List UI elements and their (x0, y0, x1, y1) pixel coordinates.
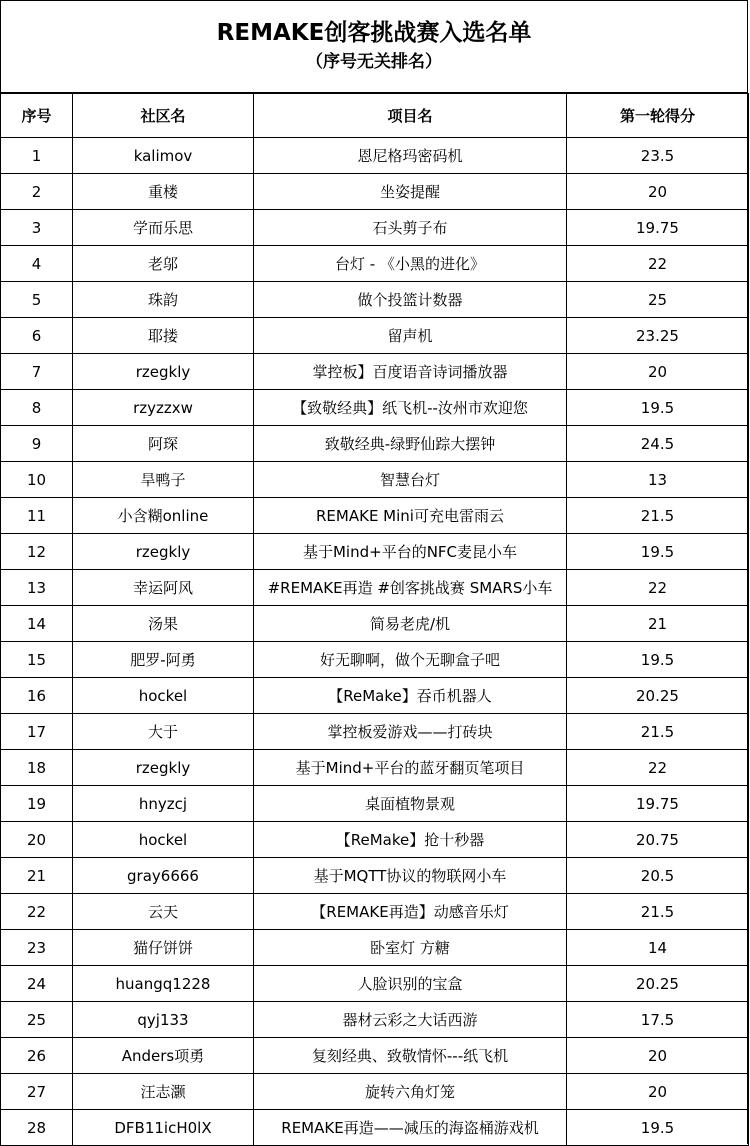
cell-score: 22 (567, 570, 749, 606)
cell-score: 13 (567, 462, 749, 498)
cell-project-name: REMAKE再造——减压的海盗桶游戏机 (254, 1110, 567, 1146)
cell-community-name: 肥罗-阿勇 (73, 642, 254, 678)
cell-score: 20 (567, 1074, 749, 1110)
table-row (1, 642, 749, 678)
cell-index: 2 (1, 174, 73, 210)
cell-index: 4 (1, 246, 73, 282)
title-block (1, 1, 747, 93)
cell-index: 12 (1, 534, 73, 570)
cell-score: 19.75 (567, 210, 749, 246)
cell-score: 23.25 (567, 318, 749, 354)
cell-project-name: 留声机 (254, 318, 567, 354)
cell-score: 20 (567, 174, 749, 210)
header-row (1, 94, 749, 138)
cell-score: 19.5 (567, 390, 749, 426)
table-row (1, 894, 749, 930)
cell-project-name: 好无聊啊，做个无聊盒子吧 (254, 642, 567, 678)
header-project-name: 项目名 (254, 94, 567, 138)
cell-project-name: 基于MQTT协议的物联网小车 (254, 858, 567, 894)
table-row (1, 786, 749, 822)
table-row (1, 750, 749, 786)
cell-community-name: rzegkly (73, 354, 254, 390)
cell-project-name: 桌面植物景观 (254, 786, 567, 822)
cell-project-name: 【ReMake】吞币机器人 (254, 678, 567, 714)
cell-project-name: 【ReMake】抢十秒器 (254, 822, 567, 858)
cell-project-name: REMAKE Mini可充电雷雨云 (254, 498, 567, 534)
cell-project-name: 掌控板爱游戏——打砖块 (254, 714, 567, 750)
cell-community-name: 大于 (73, 714, 254, 750)
cell-project-name: 简易老虎/机 (254, 606, 567, 642)
cell-project-name: #REMAKE再造 #创客挑战赛 SMARS小车 (254, 570, 567, 606)
table-row (1, 822, 749, 858)
cell-community-name: rzegkly (73, 534, 254, 570)
cell-project-name: 掌控板】百度语音诗词播放器 (254, 354, 567, 390)
cell-project-name: 致敬经典-绿野仙踪大摆钟 (254, 426, 567, 462)
cell-community-name: DFB11icH0lX (73, 1110, 254, 1146)
table-row (1, 1038, 749, 1074)
cell-score: 20 (567, 1038, 749, 1074)
table-row (1, 534, 749, 570)
cell-score: 23.5 (567, 138, 749, 174)
cell-community-name: gray6666 (73, 858, 254, 894)
cell-score: 22 (567, 750, 749, 786)
cell-index: 20 (1, 822, 73, 858)
entries-table (0, 93, 749, 1146)
cell-community-name: 学而乐思 (73, 210, 254, 246)
cell-score: 17.5 (567, 1002, 749, 1038)
cell-score: 19.5 (567, 642, 749, 678)
cell-community-name: 猫仔饼饼 (73, 930, 254, 966)
table-row (1, 714, 749, 750)
cell-community-name: rzyzzxw (73, 390, 254, 426)
cell-project-name: 台灯 - 《小黑的进化》 (254, 246, 567, 282)
cell-community-name: hockel (73, 822, 254, 858)
cell-index: 28 (1, 1110, 73, 1146)
cell-index: 26 (1, 1038, 73, 1074)
table-row (1, 354, 749, 390)
table-row (1, 426, 749, 462)
cell-index: 3 (1, 210, 73, 246)
cell-index: 23 (1, 930, 73, 966)
table-row (1, 390, 749, 426)
table-row (1, 282, 749, 318)
cell-community-name: 耶搂 (73, 318, 254, 354)
cell-score: 21.5 (567, 714, 749, 750)
header-community-name: 社区名 (73, 94, 254, 138)
cell-score: 22 (567, 246, 749, 282)
cell-index: 18 (1, 750, 73, 786)
table-row (1, 174, 749, 210)
cell-community-name: 汤果 (73, 606, 254, 642)
cell-project-name: 智慧台灯 (254, 462, 567, 498)
cell-project-name: 基于Mind+平台的蓝牙翻页笔项目 (254, 750, 567, 786)
cell-community-name: rzegkly (73, 750, 254, 786)
cell-score: 25 (567, 282, 749, 318)
table-row (1, 1110, 749, 1146)
cell-project-name: 坐姿提醒 (254, 174, 567, 210)
page-subtitle: （序号无关排名） (306, 52, 442, 72)
cell-project-name: 器材云彩之大话西游 (254, 1002, 567, 1038)
table-row (1, 570, 749, 606)
cell-index: 17 (1, 714, 73, 750)
cell-project-name: 旋转六角灯笼 (254, 1074, 567, 1110)
cell-score: 21.5 (567, 894, 749, 930)
cell-project-name: 复刻经典、致敬情怀---纸飞机 (254, 1038, 567, 1074)
cell-index: 8 (1, 390, 73, 426)
header-index: 序号 (1, 94, 73, 138)
cell-project-name: 【致敬经典】纸飞机--汝州市欢迎您 (254, 390, 567, 426)
cell-index: 5 (1, 282, 73, 318)
table-row (1, 246, 749, 282)
cell-index: 21 (1, 858, 73, 894)
table-row (1, 930, 749, 966)
cell-community-name: 重楼 (73, 174, 254, 210)
cell-project-name: 基于Mind+平台的NFC麦昆小车 (254, 534, 567, 570)
header-first-round-score: 第一轮得分 (567, 94, 749, 138)
cell-index: 6 (1, 318, 73, 354)
table-row (1, 462, 749, 498)
cell-index: 25 (1, 1002, 73, 1038)
cell-score: 24.5 (567, 426, 749, 462)
cell-score: 21 (567, 606, 749, 642)
cell-community-name: 幸运阿风 (73, 570, 254, 606)
cell-index: 14 (1, 606, 73, 642)
cell-score: 19.75 (567, 786, 749, 822)
cell-community-name: hockel (73, 678, 254, 714)
cell-index: 16 (1, 678, 73, 714)
cell-index: 10 (1, 462, 73, 498)
cell-score: 14 (567, 930, 749, 966)
cell-index: 27 (1, 1074, 73, 1110)
cell-index: 1 (1, 138, 73, 174)
table-row (1, 498, 749, 534)
cell-index: 9 (1, 426, 73, 462)
cell-project-name: 石头剪子布 (254, 210, 567, 246)
cell-score: 20.75 (567, 822, 749, 858)
cell-community-name: qyj133 (73, 1002, 254, 1038)
cell-community-name: 珠韵 (73, 282, 254, 318)
table-row (1, 858, 749, 894)
cell-score: 21.5 (567, 498, 749, 534)
cell-index: 22 (1, 894, 73, 930)
cell-community-name: kalimov (73, 138, 254, 174)
cell-community-name: 小含糊online (73, 498, 254, 534)
cell-project-name: 【REMAKE再造】动感音乐灯 (254, 894, 567, 930)
cell-community-name: 老邬 (73, 246, 254, 282)
cell-score: 20.25 (567, 678, 749, 714)
table-row (1, 318, 749, 354)
cell-project-name: 卧室灯 方糖 (254, 930, 567, 966)
table-row (1, 138, 749, 174)
cell-community-name: 云天 (73, 894, 254, 930)
cell-score: 20 (567, 354, 749, 390)
cell-community-name: 旱鸭子 (73, 462, 254, 498)
cell-project-name: 人脸识别的宝盒 (254, 966, 567, 1002)
cell-community-name: huangq1228 (73, 966, 254, 1002)
cell-community-name: hnyzcj (73, 786, 254, 822)
cell-index: 11 (1, 498, 73, 534)
cell-community-name: 阿琛 (73, 426, 254, 462)
cell-index: 7 (1, 354, 73, 390)
table-row (1, 966, 749, 1002)
cell-index: 19 (1, 786, 73, 822)
cell-project-name: 恩尼格玛密码机 (254, 138, 567, 174)
cell-index: 15 (1, 642, 73, 678)
cell-community-name: Anders项勇 (73, 1038, 254, 1074)
table-row (1, 1002, 749, 1038)
cell-index: 13 (1, 570, 73, 606)
table-row (1, 1074, 749, 1110)
table-row (1, 606, 749, 642)
cell-index: 24 (1, 966, 73, 1002)
cell-score: 19.5 (567, 534, 749, 570)
cell-community-name: 汪志灏 (73, 1074, 254, 1110)
cell-project-name: 做个投篮计数器 (254, 282, 567, 318)
table-row (1, 210, 749, 246)
page-title: REMAKE创客挑战赛入选名单 (216, 20, 532, 46)
cell-score: 19.5 (567, 1110, 749, 1146)
table-row (1, 678, 749, 714)
cell-score: 20.25 (567, 966, 749, 1002)
cell-score: 20.5 (567, 858, 749, 894)
